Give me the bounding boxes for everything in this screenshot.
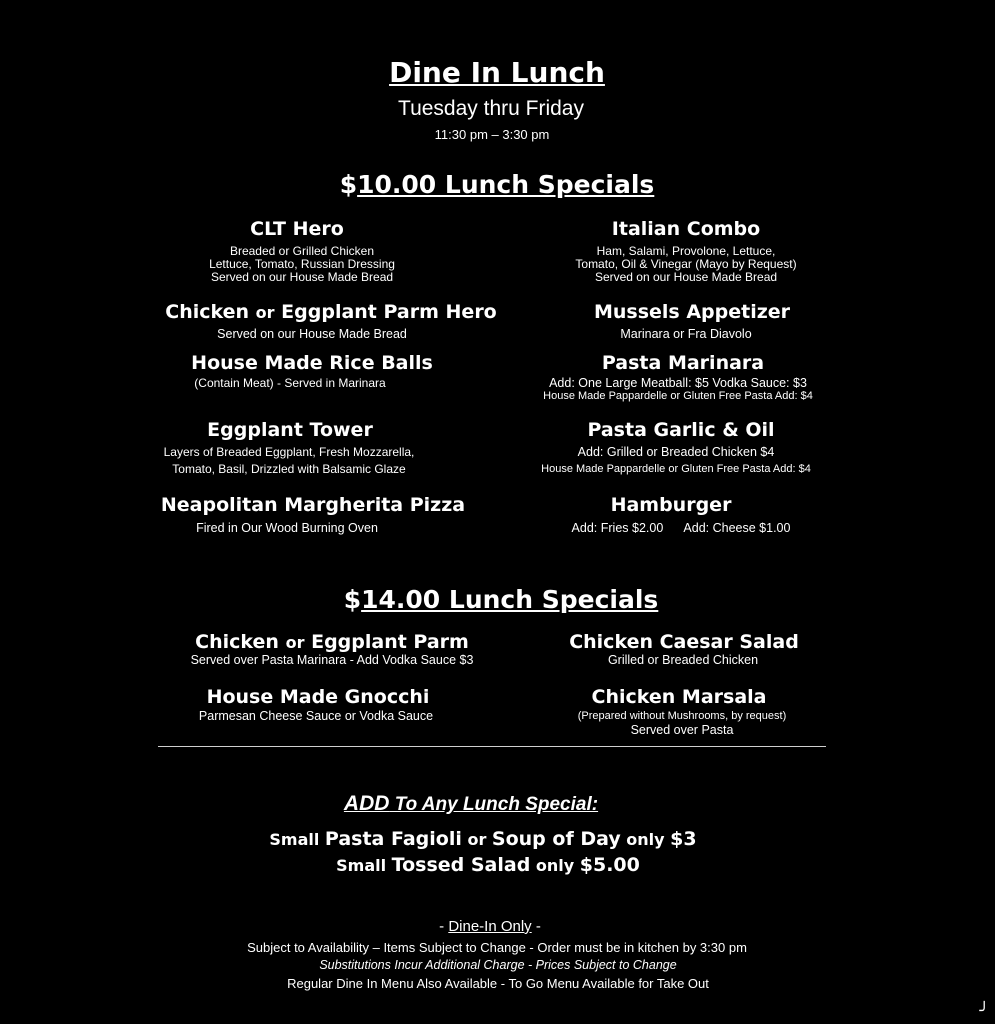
item-mussels-appetizer: Mussels Appetizer <box>593 301 791 323</box>
item-pasta-garlic-desc: Add: Grilled or Breaded Chicken $4 House Made Pappardelle or Gluten Free Pasta Add: $4 <box>541 445 811 475</box>
item-pasta-marinara-desc: Add: One Large Meatball: $5 Vodka Sauce: $3 House Made Pappardelle or Gluten Free Pasta Add: $4 <box>543 376 813 402</box>
item-parm-hero-desc: Served on our House Made Bread <box>217 327 407 341</box>
item-chicken-eggplant-parm: Chicken or Eggplant Parm <box>195 631 469 653</box>
item-eggplant-tower: Eggplant Tower <box>207 419 373 441</box>
hours-text: 11:30 pm – 3:30 pm <box>434 127 550 142</box>
item-rice-balls-desc: (Contain Meat) - Served in Marinara <box>194 376 386 390</box>
addon-heading: ADD To Any Lunch Special: <box>343 792 599 815</box>
item-chicken-marsala: Chicken Marsala <box>591 686 767 708</box>
item-hamburger: Hamburger <box>610 494 732 516</box>
item-pizza-desc: Fired in Our Wood Burning Oven <box>196 521 378 535</box>
item-chicken-eggplant-parm-hero: Chicken or Eggplant Parm Hero <box>165 301 497 323</box>
section-10-title: $10.00 Lunch Specials <box>339 170 655 199</box>
item-chicken-caesar-salad: Chicken Caesar Salad <box>569 631 799 653</box>
item-pasta-garlic-oil: Pasta Garlic & Oil <box>587 419 775 441</box>
item-clt-hero-desc: Breaded or Grilled Chicken Lettuce, Tomato, Russian Dressing Served on our House Made Bread <box>209 244 395 284</box>
resize-corner-icon: ╯ <box>979 1001 989 1020</box>
divider-line <box>158 746 826 747</box>
addon-line-salad: Small Tossed Salad only $5.00 <box>336 854 640 876</box>
item-gnocchi-desc: Parmesan Cheese Sauce or Vodka Sauce <box>198 709 434 723</box>
item-eggplant-tower-desc: Layers of Breaded Eggplant, Fresh Mozzarella, Tomato, Basil, Drizzled with Balsamic Glaze <box>163 445 415 476</box>
page-title: Dine In Lunch <box>389 56 605 89</box>
item-italian-combo: Italian Combo <box>611 218 761 240</box>
item-caesar-desc: Grilled or Breaded Chicken <box>607 653 759 667</box>
item-pasta-marinara: Pasta Marinara <box>601 352 765 374</box>
item-house-gnocchi: House Made Gnocchi <box>206 686 430 708</box>
item-clt-hero: CLT Hero <box>250 218 344 240</box>
section-14-title: $14.00 Lunch Specials <box>343 585 659 614</box>
footer-line-regular-menu: Regular Dine In Menu Also Available - To Go Menu Available for Take Out <box>287 976 709 991</box>
days-text: Tuesday thru Friday <box>398 97 584 120</box>
addon-line-soup: Small Pasta Fagioli or Soup of Day only $3 <box>269 828 697 850</box>
item-mussels-desc: Marinara or Fra Diavolo <box>620 327 752 341</box>
footer-line-substitutions: Substitutions Incur Additional Charge - Prices Subject to Change <box>319 958 677 972</box>
dine-in-only-label: - Dine-In Only - <box>439 918 541 935</box>
item-parm-desc: Served over Pasta Marinara - Add Vodka Sauce $3 <box>190 653 474 667</box>
footer-line-availability: Subject to Availability – Items Subject to Change - Order must be in kitchen by 3:30 pm <box>247 940 747 955</box>
item-hamburger-desc: Add: Fries $2.00 Add: Cheese $1.00 <box>571 521 791 535</box>
item-margherita-pizza: Neapolitan Margherita Pizza <box>160 494 466 516</box>
item-rice-balls: House Made Rice Balls <box>191 352 433 374</box>
item-italian-combo-desc: Ham, Salami, Provolone, Lettuce, Tomato, Oil & Vinegar (Mayo by Request) Served on our House Made Bread <box>575 244 797 284</box>
item-marsala-desc: (Prepared without Mushrooms, by request) Served over Pasta <box>577 710 787 737</box>
